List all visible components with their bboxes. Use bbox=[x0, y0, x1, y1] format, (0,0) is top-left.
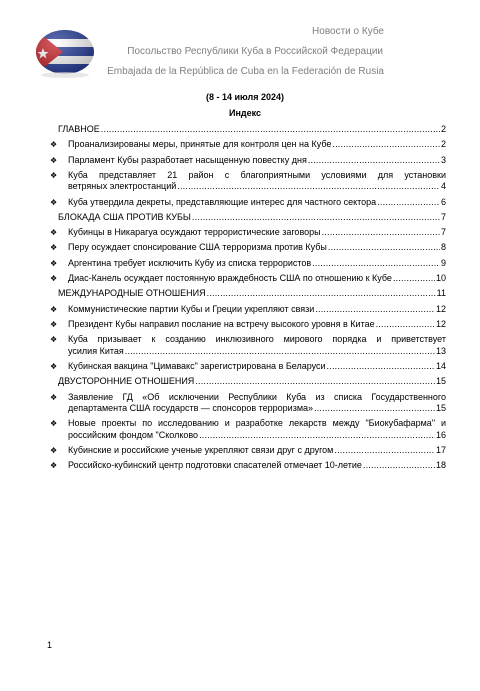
toc-entry-title: Кубинские и российские ученые укрепляют связи друг с другом bbox=[68, 444, 334, 455]
toc-entry[interactable] bbox=[50, 392, 446, 415]
bullet-icon: ❖ bbox=[50, 419, 58, 429]
bullet-icon: ❖ bbox=[50, 361, 58, 371]
bullet-icon: ❖ bbox=[50, 304, 58, 314]
page-number: 1 bbox=[47, 640, 53, 650]
bullet-icon: ❖ bbox=[50, 461, 58, 471]
toc-entry-title: усилия Китая bbox=[68, 345, 124, 356]
toc-entry-title: российским фондом "Сколково bbox=[68, 429, 199, 440]
toc-page-number: 11 bbox=[436, 288, 446, 299]
toc-entry-title: Кубинцы в Никарагуа осуждают террористические заговоры bbox=[68, 227, 321, 238]
toc-page-number: 7 bbox=[440, 211, 446, 222]
toc-entry-title: Коммунистические партии Кубы и Греции укрепляют связи bbox=[68, 303, 315, 314]
header-embassy-ru: Посольство Республики Куба в Российской Федерации bbox=[127, 46, 383, 57]
toc-entry[interactable] bbox=[50, 361, 446, 372]
toc-entry[interactable] bbox=[50, 418, 446, 441]
toc-entry-title: Российско-кубинский центр подготовки спасателей отмечает 10-летие bbox=[68, 460, 362, 471]
bullet-icon: ❖ bbox=[50, 170, 58, 180]
toc-page-number: 15 bbox=[435, 402, 446, 413]
toc-section[interactable] bbox=[50, 376, 446, 387]
dot-leader bbox=[377, 197, 440, 208]
toc-entry-title: БЛОКАДА США ПРОТИВ КУБЫ bbox=[58, 211, 191, 222]
bullet-icon: ❖ bbox=[50, 197, 58, 207]
toc-entry-title: Перу осуждает спонсирование США терроризма против Кубы bbox=[68, 242, 327, 253]
toc-page-number: 18 bbox=[435, 460, 446, 471]
dot-leader bbox=[328, 242, 440, 253]
toc-entry-title: Куба утвердила декреты, представляющие интерес для частного сектора bbox=[68, 196, 377, 207]
toc-page-number: 12 bbox=[435, 318, 446, 329]
bullet-icon: ❖ bbox=[50, 445, 58, 455]
toc-entry[interactable] bbox=[50, 170, 446, 193]
dot-leader bbox=[177, 181, 440, 192]
toc-page-number: 8 bbox=[440, 242, 446, 253]
toc-entry-title: департамента США государств — спонсоров терроризма» bbox=[68, 402, 314, 413]
index-title: Индекс bbox=[228, 108, 261, 118]
dot-leader bbox=[195, 376, 435, 387]
toc-entry-title: ДВУСТОРОННИЕ ОТНОШЕНИЯ bbox=[58, 376, 195, 387]
toc-entry[interactable] bbox=[50, 460, 446, 471]
toc-entry-title: МЕЖДУНАРОДНЫЕ ОТНОШЕНИЯ bbox=[58, 288, 206, 299]
toc-page-number: 12 bbox=[435, 303, 446, 314]
bullet-icon: ❖ bbox=[50, 155, 58, 165]
dot-leader bbox=[327, 361, 435, 372]
bullet-icon: ❖ bbox=[50, 335, 58, 345]
dot-leader bbox=[125, 346, 435, 357]
table-of-contents bbox=[50, 124, 446, 476]
toc-entry-title: Аргентина требует исключить Кубу из списка террористов bbox=[68, 257, 312, 268]
dot-leader bbox=[393, 273, 435, 284]
toc-entry[interactable] bbox=[50, 227, 446, 238]
toc-page-number: 4 bbox=[440, 181, 446, 192]
bullet-icon: ❖ bbox=[50, 140, 58, 150]
cuba-flag-globe-icon bbox=[33, 28, 97, 80]
toc-entry[interactable] bbox=[50, 258, 446, 269]
toc-page-number: 2 bbox=[440, 124, 446, 134]
dot-leader bbox=[334, 445, 435, 456]
bullet-icon: ❖ bbox=[50, 392, 58, 402]
toc-page-number: 6 bbox=[440, 196, 446, 207]
toc-entry-title: Президент Кубы направил послание на встречу высокого уровня в Китае bbox=[68, 318, 375, 329]
dot-leader bbox=[101, 124, 440, 135]
toc-entry-title-line: Куба представляет 21 район с благоприятными условиями для установки bbox=[68, 169, 446, 180]
toc-page-number: 7 bbox=[440, 227, 446, 238]
toc-entry[interactable] bbox=[50, 273, 446, 284]
toc-section[interactable] bbox=[50, 212, 446, 223]
toc-entry[interactable] bbox=[50, 319, 446, 330]
toc-entry[interactable] bbox=[50, 334, 446, 357]
toc-section[interactable] bbox=[50, 124, 446, 135]
bullet-icon: ❖ bbox=[50, 228, 58, 238]
toc-page-number: 17 bbox=[435, 444, 446, 455]
bullet-icon: ❖ bbox=[50, 319, 58, 329]
dot-leader bbox=[199, 430, 435, 441]
dot-leader bbox=[315, 304, 435, 315]
toc-page-number: 14 bbox=[435, 360, 446, 371]
bullet-icon: ❖ bbox=[50, 258, 58, 268]
bullet-icon: ❖ bbox=[50, 274, 58, 284]
toc-entry[interactable] bbox=[50, 445, 446, 456]
bullet-icon: ❖ bbox=[50, 243, 58, 253]
toc-page-number: 9 bbox=[440, 257, 446, 268]
dot-leader bbox=[332, 139, 440, 150]
toc-page-number: 3 bbox=[440, 154, 446, 165]
week-range: (8 - 14 июля 2024) bbox=[206, 92, 284, 102]
toc-page-number: 16 bbox=[435, 429, 446, 440]
dot-leader bbox=[207, 288, 436, 299]
dot-leader bbox=[308, 155, 440, 166]
toc-section[interactable] bbox=[50, 288, 446, 299]
dot-leader bbox=[363, 460, 435, 471]
dot-leader bbox=[322, 227, 440, 238]
toc-entry[interactable] bbox=[50, 242, 446, 253]
toc-page-number: 2 bbox=[440, 139, 446, 150]
toc-page-number: 15 bbox=[435, 376, 446, 387]
toc-page-number: 13 bbox=[435, 345, 446, 356]
dot-leader bbox=[192, 212, 440, 223]
toc-entry[interactable] bbox=[50, 197, 446, 208]
toc-entry-title: ГЛАВНОЕ bbox=[58, 124, 100, 134]
dot-leader bbox=[312, 258, 440, 269]
toc-entry-title: Диас-Канель осуждает постоянную враждебность США по отношению к Кубе bbox=[68, 273, 392, 284]
toc-entry-title: ветряных электростанций bbox=[68, 181, 177, 192]
toc-entry[interactable] bbox=[50, 155, 446, 166]
toc-entry-title-line: Новые проекты по исследованию и разработке лекарств между "Биокубафарма" и bbox=[68, 418, 446, 429]
toc-entry-title-line: Куба призывает к созданию инклюзивного мирового порядка и приветствует bbox=[68, 334, 446, 345]
dot-leader bbox=[314, 403, 435, 414]
toc-entry-title: Проанализированы меры, принятые для контроля цен на Кубе bbox=[68, 139, 332, 150]
toc-entry-title: Кубинская вакцина "Цимавакс" зарегистрирована в Беларуси bbox=[68, 360, 326, 371]
toc-entry[interactable] bbox=[50, 139, 446, 150]
header-embassy-es: Embajada de la República de Cuba en la Federación de Rusia bbox=[107, 66, 384, 77]
toc-entry-title-line: Заявление ГД «Об исключении Республики Куба из списка Государственного bbox=[68, 391, 446, 402]
header-title: Новости о Кубе bbox=[312, 26, 384, 37]
dot-leader bbox=[376, 319, 435, 330]
toc-entry[interactable] bbox=[50, 304, 446, 315]
toc-entry-title: Парламент Кубы разработает насыщенную повестку дня bbox=[68, 154, 307, 165]
toc-page-number: 10 bbox=[435, 273, 446, 284]
